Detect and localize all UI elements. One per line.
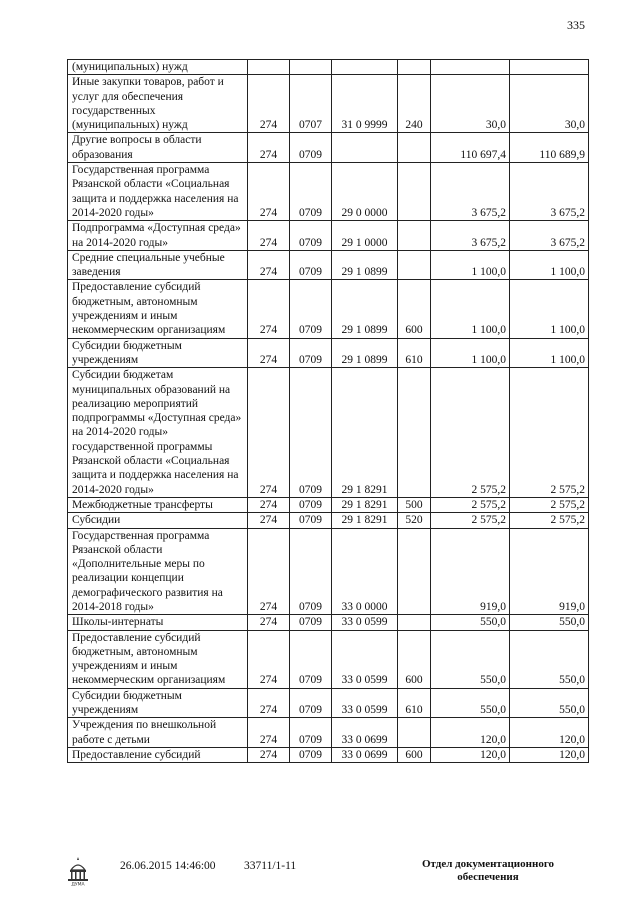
row-amount-2: 1 100,0 — [510, 280, 589, 338]
row-target-article: 33 0 0699 — [332, 718, 398, 748]
svg-text:ДУМА: ДУМА — [71, 882, 85, 886]
row-target-article: 29 1 8291 — [332, 497, 398, 512]
row-amount-2: 30,0 — [510, 75, 589, 133]
row-amount-2: 1 100,0 — [510, 250, 589, 280]
row-section-code: 0709 — [290, 221, 332, 251]
row-name: Государственная программа Рязанской области «Социальная защита и поддержка населения на 2014-2020 годы» — [68, 163, 248, 221]
row-ved-code: 274 — [248, 250, 290, 280]
row-expense-type: 610 — [398, 338, 431, 368]
row-amount-1: 1 100,0 — [431, 280, 510, 338]
row-amount-1: 30,0 — [431, 75, 510, 133]
row-name: Предоставление субсидий — [68, 747, 248, 762]
row-ved-code: 274 — [248, 688, 290, 718]
row-ved-code: 274 — [248, 163, 290, 221]
row-name: Субсидии бюджетным учреждениям — [68, 688, 248, 718]
footer-datetime: 26.06.2015 14:46:00 — [120, 860, 216, 872]
row-expense-type: 600 — [398, 630, 431, 688]
row-section-code: 0709 — [290, 630, 332, 688]
row-section-code: 0709 — [290, 528, 332, 615]
row-ved-code: 274 — [248, 747, 290, 762]
table-row — [68, 280, 589, 338]
row-section-code: 0709 — [290, 368, 332, 498]
row-target-article: 29 1 8291 — [332, 513, 398, 528]
row-target-article: 29 1 0899 — [332, 280, 398, 338]
row-expense-type: 240 — [398, 75, 431, 133]
row-amount-1 — [431, 60, 510, 75]
row-name: Другие вопросы в области образования — [68, 133, 248, 163]
row-target-article: 29 1 0899 — [332, 250, 398, 280]
row-amount-2: 120,0 — [510, 747, 589, 762]
row-target-article: 33 0 0000 — [332, 528, 398, 615]
row-ved-code: 274 — [248, 280, 290, 338]
row-amount-1: 1 100,0 — [431, 338, 510, 368]
row-target-article — [332, 60, 398, 75]
row-name: Межбюджетные трансферты — [68, 497, 248, 512]
row-section-code: 0707 — [290, 75, 332, 133]
row-expense-type — [398, 250, 431, 280]
row-section-code: 0709 — [290, 133, 332, 163]
row-expense-type — [398, 368, 431, 498]
page-footer — [0, 856, 640, 896]
row-target-article: 29 0 0000 — [332, 163, 398, 221]
row-ved-code: 274 — [248, 75, 290, 133]
row-amount-1: 110 697,4 — [431, 133, 510, 163]
duma-emblem-icon — [66, 856, 90, 886]
budget-table-body — [68, 60, 589, 763]
row-expense-type — [398, 133, 431, 163]
row-amount-1: 919,0 — [431, 528, 510, 615]
row-amount-2: 3 675,2 — [510, 221, 589, 251]
row-amount-2: 1 100,0 — [510, 338, 589, 368]
row-ved-code — [248, 60, 290, 75]
table-row — [68, 497, 589, 512]
row-amount-1: 1 100,0 — [431, 250, 510, 280]
row-amount-1: 2 575,2 — [431, 497, 510, 512]
row-section-code: 0709 — [290, 747, 332, 762]
row-amount-2: 550,0 — [510, 630, 589, 688]
row-name: Субсидии бюджетам муниципальных образований на реализацию мероприятий подпрограммы «Доступная среда» на 2014-2020 годы» государственной программы Рязанской области «Социальная защита и поддержка населения на 2014-2020 годы» — [68, 368, 248, 498]
row-section-code: 0709 — [290, 280, 332, 338]
row-name: Субсидии бюджетным учреждениям — [68, 338, 248, 368]
row-expense-type: 600 — [398, 280, 431, 338]
row-name: Школы-интернаты — [68, 615, 248, 630]
row-amount-2: 2 575,2 — [510, 497, 589, 512]
table-row — [68, 688, 589, 718]
row-target-article: 33 0 0699 — [332, 747, 398, 762]
row-ved-code: 274 — [248, 513, 290, 528]
row-expense-type — [398, 221, 431, 251]
row-section-code: 0709 — [290, 163, 332, 221]
budget-table — [67, 59, 589, 763]
row-name: Средние специальные учебные заведения — [68, 250, 248, 280]
table-row — [68, 75, 589, 133]
row-name: Учреждения по внешкольной работе с детьми — [68, 718, 248, 748]
row-amount-2: 2 575,2 — [510, 368, 589, 498]
row-ved-code: 274 — [248, 133, 290, 163]
row-ved-code: 274 — [248, 221, 290, 251]
table-row — [68, 163, 589, 221]
row-expense-type: 600 — [398, 747, 431, 762]
row-ved-code: 274 — [248, 338, 290, 368]
row-name: (муниципальных) нужд — [68, 60, 248, 75]
table-row — [68, 60, 589, 75]
table-row — [68, 718, 589, 748]
row-expense-type — [398, 615, 431, 630]
row-amount-2: 550,0 — [510, 688, 589, 718]
row-ved-code: 274 — [248, 528, 290, 615]
table-row — [68, 630, 589, 688]
row-target-article: 31 0 9999 — [332, 75, 398, 133]
table-row — [68, 513, 589, 528]
row-target-article: 29 1 8291 — [332, 368, 398, 498]
row-section-code: 0709 — [290, 250, 332, 280]
page-number: 335 — [567, 18, 585, 32]
table-row — [68, 528, 589, 615]
row-amount-2: 120,0 — [510, 718, 589, 748]
row-amount-2: 919,0 — [510, 528, 589, 615]
table-row — [68, 250, 589, 280]
row-amount-2: 110 689,9 — [510, 133, 589, 163]
row-section-code: 0709 — [290, 688, 332, 718]
row-target-article: 29 1 0899 — [332, 338, 398, 368]
row-ved-code: 274 — [248, 497, 290, 512]
row-amount-2: 2 575,2 — [510, 513, 589, 528]
row-target-article: 29 1 0000 — [332, 221, 398, 251]
table-row — [68, 747, 589, 762]
row-target-article — [332, 133, 398, 163]
footer-doc-number: 33711/1-11 — [244, 860, 297, 872]
row-section-code: 0709 — [290, 718, 332, 748]
row-amount-1: 3 675,2 — [431, 163, 510, 221]
row-target-article: 33 0 0599 — [332, 615, 398, 630]
row-ved-code: 274 — [248, 368, 290, 498]
row-expense-type: 500 — [398, 497, 431, 512]
row-expense-type — [398, 60, 431, 75]
row-name: Субсидии — [68, 513, 248, 528]
row-ved-code: 274 — [248, 630, 290, 688]
row-amount-2: 3 675,2 — [510, 163, 589, 221]
table-row — [68, 133, 589, 163]
row-name: Иные закупки товаров, работ и услуг для обеспечения государственных (муниципальных) нужд — [68, 75, 248, 133]
row-section-code: 0709 — [290, 338, 332, 368]
row-section-code: 0709 — [290, 615, 332, 630]
row-name: Государственная программа Рязанской области «Дополнительные меры по реализации концепции демографического развития на 2014-2018 годы» — [68, 528, 248, 615]
row-amount-1: 2 575,2 — [431, 513, 510, 528]
row-expense-type — [398, 528, 431, 615]
row-section-code: 0709 — [290, 513, 332, 528]
footer-department: Отдел документационного обеспечения — [421, 858, 555, 883]
row-amount-1: 120,0 — [431, 718, 510, 748]
row-expense-type: 520 — [398, 513, 431, 528]
row-ved-code: 274 — [248, 718, 290, 748]
row-amount-1: 120,0 — [431, 747, 510, 762]
row-ved-code: 274 — [248, 615, 290, 630]
row-amount-1: 550,0 — [431, 688, 510, 718]
row-expense-type — [398, 718, 431, 748]
table-row — [68, 368, 589, 498]
row-target-article: 33 0 0599 — [332, 688, 398, 718]
table-row — [68, 221, 589, 251]
row-name: Предоставление субсидий бюджетным, автономным учреждениям и иным некоммерческим организациям — [68, 630, 248, 688]
table-row — [68, 338, 589, 368]
row-name: Предоставление субсидий бюджетным, автономным учреждениям и иным некоммерческим организациям — [68, 280, 248, 338]
row-section-code — [290, 60, 332, 75]
row-amount-2 — [510, 60, 589, 75]
row-amount-1: 3 675,2 — [431, 221, 510, 251]
row-section-code: 0709 — [290, 497, 332, 512]
row-expense-type — [398, 163, 431, 221]
table-row — [68, 615, 589, 630]
row-amount-1: 2 575,2 — [431, 368, 510, 498]
row-amount-2: 550,0 — [510, 615, 589, 630]
row-target-article: 33 0 0599 — [332, 630, 398, 688]
row-expense-type: 610 — [398, 688, 431, 718]
row-name: Подпрограмма «Доступная среда» на 2014-2020 годы» — [68, 221, 248, 251]
row-amount-1: 550,0 — [431, 615, 510, 630]
row-amount-1: 550,0 — [431, 630, 510, 688]
